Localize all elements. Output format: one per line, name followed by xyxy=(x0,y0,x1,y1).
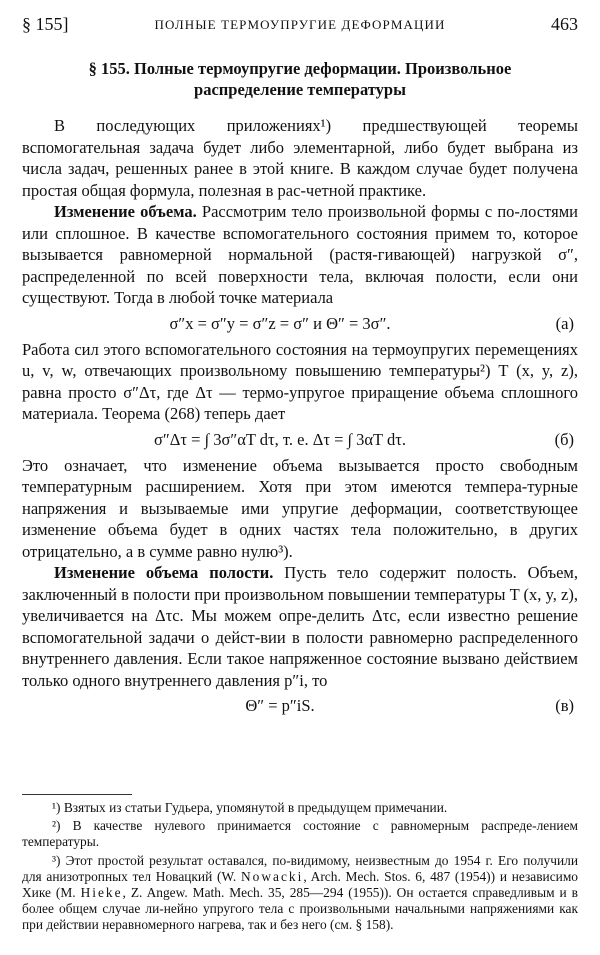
equation-a-tag: (а) xyxy=(555,313,574,333)
equation-c xyxy=(22,693,578,719)
footnote-2: ²) В качестве нулевого принимается состояние с равномерным распреде-лением температуры. xyxy=(22,818,578,850)
paragraph-meaning: Это означает, что изменение объема вызывается просто свободным температурным расширением. Хотя при этом имеются темпера-турные напряжения и вызываемые ими упругие деформации, соответствующее изменение объема будет в одних частях тела положительно, в других отрицательно, а в сумме равно нулю³). xyxy=(22,455,578,561)
paragraph-work: Работа сил этого вспомогательного состояния на термоупругих перемещениях u, v, w, отвечающих произвольному повышению температуры²) T (x, y, z), равна просто σ″Δτ, где Δτ — термо-упругое приращение объема сплошного материала. Теорема (268) теперь дает xyxy=(22,339,578,423)
equation-b xyxy=(22,427,578,453)
paragraph-volume-change xyxy=(22,201,578,309)
footnote-3-author-2: Hieke xyxy=(80,885,123,901)
running-title: ПОЛНЫЕ ТЕРМОУПРУГИЕ ДЕФОРМАЦИИ xyxy=(154,17,446,32)
section-title-line-1: § 155. Полные термоупругие деформации. Произвольное xyxy=(88,59,512,78)
footnotes xyxy=(22,800,578,936)
equation-b-tag: (б) xyxy=(554,429,574,449)
section-title-line-2: распределение температуры xyxy=(194,80,406,99)
run-in-heading-volume: Изменение объема. xyxy=(54,202,197,221)
footnote-1: ¹) Взятых из статьи Гудьера, упомянутой в предыдущем примечании. xyxy=(52,800,448,815)
footnote-rule xyxy=(22,794,132,795)
page-number: 463 xyxy=(551,14,578,34)
paragraph-cavity-text: Пусть тело содержит полость. Объем, заключенный в полости при произвольном повышении температуры T (x, y, z), увеличивается на Δτc. Мы можем опре-делить Δτc, если известно решение вспомогательной задачи о дейст-вии в полости равномерно распределенного внутреннего давления. Если такое напряженное состояние вызвано действием только одного внутреннего давления p″i, то xyxy=(22,563,579,690)
equation-b-body: σ″Δτ = ∫ 3σ″αT dτ, т. е. Δτ = ∫ 3αT dτ. xyxy=(154,429,406,449)
equation-a-body: σ″x = σ″y = σ″z = σ″ и Θ″ = 3σ″. xyxy=(169,313,391,333)
footnote-3-part-c: , Z. Angew. Math. Mech. 35, 285—294 (1955)). Он остается справедливым и в более общем случае ли-нейно упругого тела с произвольными начальными напряжениями как при действии неравномерного нагрева, так и без него (см. § 158). xyxy=(22,885,578,933)
running-header xyxy=(22,14,578,36)
section-ref: § 155] xyxy=(22,14,69,34)
section-title xyxy=(40,58,560,100)
paragraph-cavity xyxy=(22,562,578,691)
main-text xyxy=(22,115,578,721)
paragraph-intro: В последующих приложениях¹) предшествующей теоремы вспомогательная задача будет либо элементарной, либо будет выбрана из числа задач, решенных ранее в этой книге. В каждом случае будет получена простая общая формула, полезная в рас-четной практике. xyxy=(22,116,578,200)
footnote-3-part-b: , Arch. Mech. Stos. 6, 487 (1954)) и независимо Хике (M. xyxy=(22,868,579,901)
footnote-3 xyxy=(22,853,578,934)
paragraph-volume-text: Рассмотрим тело произвольной формы с по-лостями или сплошное. В качестве вспомогательного состояния примем то, которое вызывается равномерной нормальной (растя-гивающей) нагрузкой σ″, распределенной по всей поверхности тела, включая полости, если они существуют. Тогда в любой точке материала xyxy=(22,202,578,307)
footnote-3-author-1: Nowacki xyxy=(240,868,304,884)
equation-c-tag: (в) xyxy=(555,696,574,715)
footnote-3-part-a: ³) Этот простой результат оставался, по-видимому, неизвестным до 1954 г. Его получили для анизотропных тел Новацкий (W. xyxy=(22,852,578,884)
equation-a xyxy=(22,311,578,337)
run-in-heading-cavity: Изменение объема полости. xyxy=(54,563,274,582)
equation-c-body: Θ″ = p″iS. xyxy=(245,696,315,715)
